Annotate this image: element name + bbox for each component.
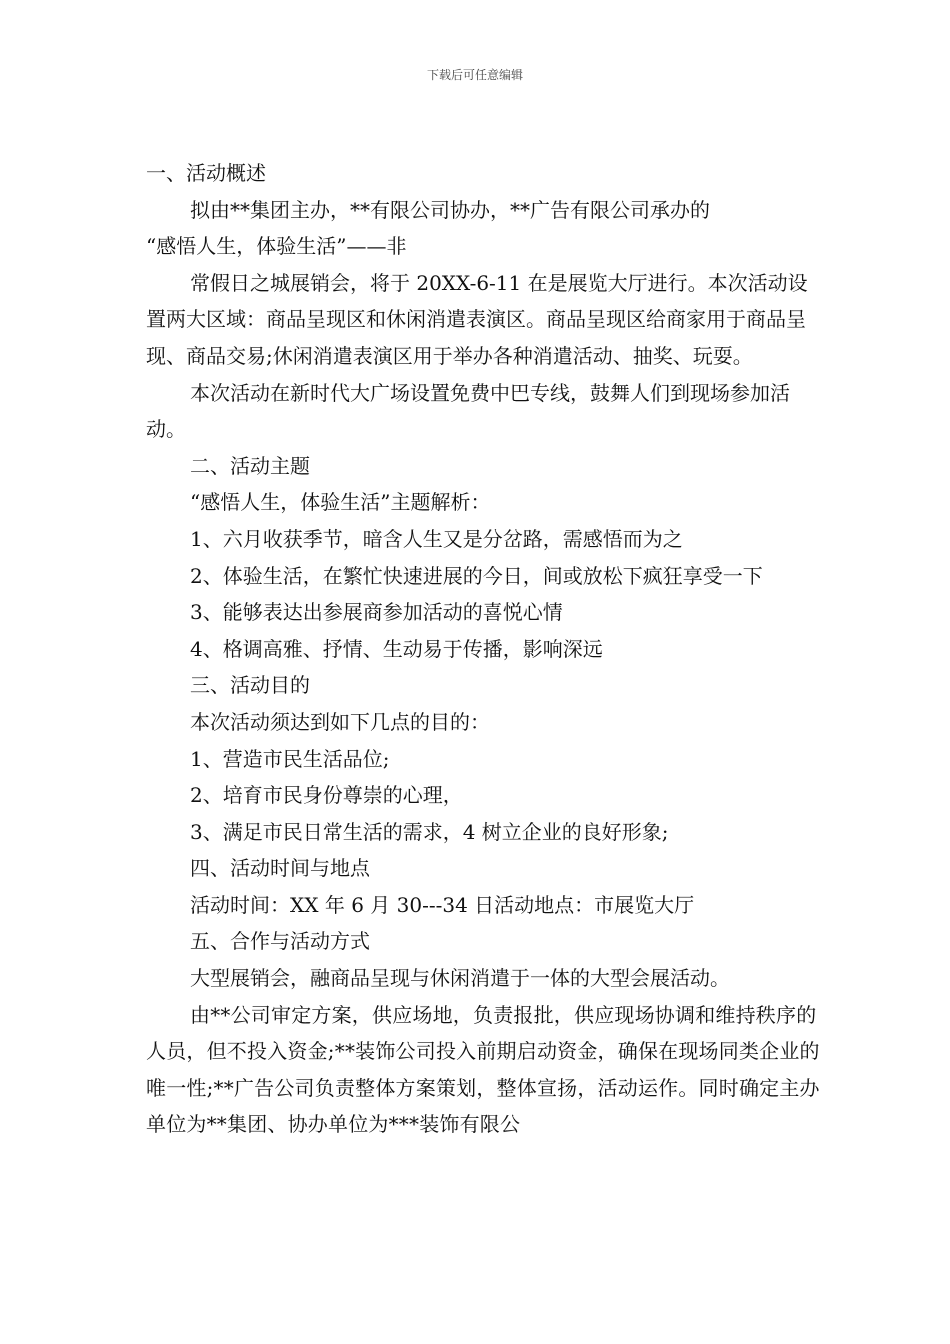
paragraph-theme-quote: “感悟人生，体验生活”——非	[146, 234, 407, 259]
document-body	[146, 155, 826, 1143]
purpose-intro: 本次活动须达到如下几点的目的：	[190, 709, 490, 734]
section-heading-theme: 二、活动主题	[190, 453, 310, 478]
cooperation-summary: 大型展销会，融商品呈现与休闲消遣于一体的大型会展活动。	[190, 966, 730, 991]
cooperation-details: 由**公司审定方案，供应场地，负责报批，供应现场协调和维持秩序的人员，但不投入资金;**装饰公司投入前期启动资金，确保在现场同类企业的唯一性;**广告公司负责整体方案策划，整体宣扬，活动运作。同时确定主办单位为**集团、协办单位为***装饰有限公	[146, 1002, 820, 1137]
purpose-point-2: 2、培育市民身份尊崇的心理，	[190, 783, 463, 808]
section-heading-cooperation: 五、合作与活动方式	[190, 929, 370, 954]
theme-point-2: 2、体验生活，在繁忙快速进展的今日，间或放松下疯狂享受一下	[190, 563, 763, 588]
theme-point-1: 1、六月收获季节，暗含人生又是分岔路，需感悟而为之	[190, 526, 683, 551]
paragraph-expo-description: 常假日之城展销会，将于 20XX-6-11 在是展览大厅进行。本次活动设置两大区域：商品呈现区和休闲消遣表演区。商品呈现区给商家用于商品呈现、商品交易;休闲消遣表演区用于举办各种消遣活动、抽奖、玩耍。	[146, 270, 808, 368]
theme-analysis-intro: “感悟人生，体验生活”主题解析：	[190, 490, 491, 515]
purpose-point-1: 1、营造市民生活品位;	[190, 746, 390, 771]
paragraph-organizers: 拟由**集团主办，**有限公司协办，**广告有限公司承办的	[190, 197, 710, 222]
paragraph-shuttle-bus: 本次活动在新时代大广场设置免费中巴专线，鼓舞人们到现场参加活动。	[146, 380, 790, 442]
theme-point-3: 3、能够表达出参展商参加活动的喜悦心情	[190, 600, 563, 625]
time-place-details: 活动时间：XX 年 6 月 30---34 日活动地点：市展览大厅	[190, 892, 695, 917]
section-heading-overview: 一、活动概述	[146, 161, 266, 185]
page-header-note: 下载后可任意编辑	[426, 68, 523, 82]
section-heading-time-place: 四、活动时间与地点	[190, 856, 370, 881]
theme-point-4: 4、格调高雅、抒情、生动易于传播，影响深远	[190, 636, 603, 661]
section-heading-purpose: 三、活动目的	[190, 673, 310, 698]
purpose-point-3: 3、满足市民日常生活的需求，4 树立企业的良好形象;	[190, 819, 669, 844]
